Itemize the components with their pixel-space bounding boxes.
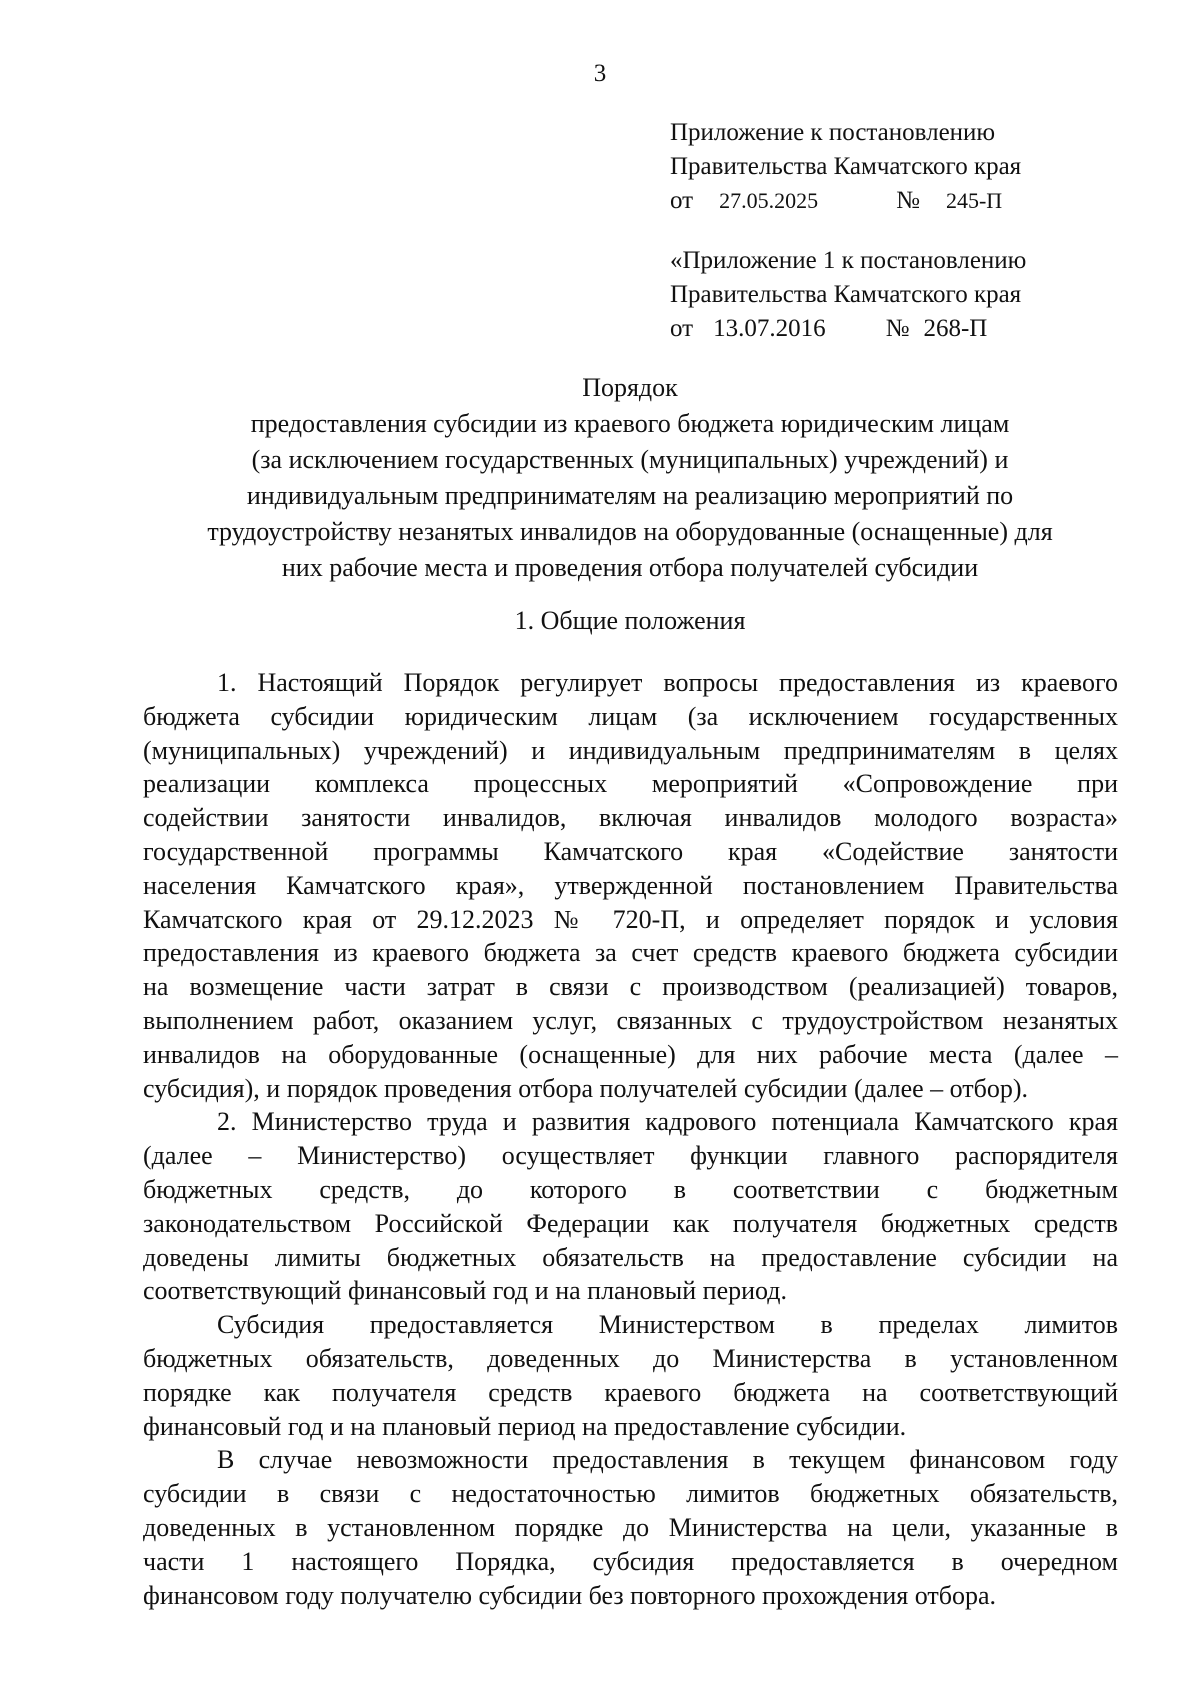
approval-date-number-row xyxy=(670,184,1130,218)
paragraph-line: В случае невозможности предоставления в текущем финансовом году xyxy=(217,1445,1118,1475)
body-paragraph xyxy=(143,1308,1118,1443)
paragraph-line: (далее – Министерство) осуществляет функции главного распорядителя xyxy=(143,1141,1118,1171)
paragraph-line: соответствующий финансовый год и на плановый период. xyxy=(143,1276,788,1306)
paragraph-line: государственной программы Камчатского края «Содействие занятости xyxy=(143,836,1118,866)
paragraph-line: доведены лимиты бюджетных обязательств на предоставление субсидии на xyxy=(143,1242,1118,1272)
approval-block-current xyxy=(670,116,1130,218)
approval-line-1: Приложение к постановлению xyxy=(670,119,996,146)
title-line: трудоустройству незанятых инвалидов на оборудованные (оснащенные) для xyxy=(207,517,1053,546)
body-paragraph xyxy=(143,1105,1118,1308)
paragraph-line: субсидия), и порядок проведения отбора получателей субсидии (далее – отбор). xyxy=(143,1073,1029,1103)
paragraph-line: на возмещение части затрат в связи с производством (реализацией) товаров, xyxy=(143,972,1118,1002)
approval-line-2: Правительства Камчатского края xyxy=(670,281,1022,308)
approval-date-number-row xyxy=(670,312,1130,346)
title-line: предоставления субсидии из краевого бюджета юридическим лицам xyxy=(250,409,1010,438)
paragraph-line: инвалидов на оборудованные (оснащенные) для них рабочие места (далее – xyxy=(143,1039,1118,1069)
title-line: Порядок xyxy=(582,373,678,402)
paragraph-line: (муниципальных) учреждений) и индивидуальным предпринимателям в целях xyxy=(143,735,1118,765)
approval-date: 13.07.2016 xyxy=(713,315,826,342)
number-sign: № xyxy=(896,187,920,214)
paragraph-line: финансовом году получателю субсидии без повторного прохождения отбора. xyxy=(143,1580,997,1610)
paragraph-line: доведенных в установленном порядке до Министерства на цели, указанные в xyxy=(143,1512,1118,1542)
paragraph-line: Камчатского края от 29.12.2023 № 720-П, и определяет порядок и условия xyxy=(143,904,1118,934)
paragraph-line: Субсидия предоставляется Министерством в пределах лимитов xyxy=(217,1310,1118,1340)
approval-date: 27.05.2025 xyxy=(719,188,819,213)
paragraph-line: населения Камчатского края», утвержденной постановлением Правительства xyxy=(143,870,1118,900)
paragraph-line: финансовый год и на плановый период на предоставление субсидии. xyxy=(143,1411,907,1441)
number-sign: № xyxy=(885,315,910,342)
paragraph-line: бюджетных средств, до которого в соответствии с бюджетным xyxy=(143,1174,1118,1204)
approval-block-original xyxy=(670,244,1130,346)
paragraph-line: выполнением работ, оказанием услуг, связанных с трудоустройством незанятых xyxy=(143,1005,1118,1035)
paragraph-line: бюджета субсидии юридическим лицам (за исключением государственных xyxy=(143,701,1118,731)
paragraph-line: содействии занятости инвалидов, включая инвалидов молодого возраста» xyxy=(143,803,1118,833)
approval-number: 268-П xyxy=(923,315,988,342)
paragraph-line: бюджетных обязательств, доведенных до Министерства в установленном xyxy=(143,1343,1118,1373)
document-title xyxy=(140,370,1120,586)
body-paragraph xyxy=(143,1443,1118,1612)
paragraph-line: части 1 настоящего Порядка, субсидия предоставляется в очередном xyxy=(143,1546,1118,1576)
title-line: них рабочие места и проведения отбора получателей субсидии xyxy=(281,553,979,582)
title-line: (за исключением государственных (муниципальных) учреждений) и xyxy=(251,445,1009,474)
approval-line-1: «Приложение 1 к постановлению xyxy=(670,247,1027,274)
paragraph-line: законодательством Российской Федерации как получателя бюджетных средств xyxy=(143,1208,1118,1238)
paragraph-line: 1. Настоящий Порядок регулирует вопросы предоставления из краевого xyxy=(217,668,1118,697)
from-label: от xyxy=(670,315,694,342)
section-heading: 1. Общие положения xyxy=(514,606,746,635)
paragraph-line: 2. Министерство труда и развития кадрового потенциала Камчатского края xyxy=(217,1107,1118,1137)
paragraph-line: субсидии в связи с недостаточностью лимитов бюджетных обязательств, xyxy=(143,1479,1118,1509)
paragraph-line: порядке как получателя средств краевого бюджета на соответствующий xyxy=(143,1377,1118,1407)
body-paragraph xyxy=(143,666,1118,1105)
page-number: 3 xyxy=(593,60,607,87)
paragraph-line: предоставления из краевого бюджета за счет средств краевого бюджета субсидии xyxy=(143,938,1118,968)
approval-line-2: Правительства Камчатского края xyxy=(670,153,1022,180)
paragraph-line: реализации комплекса процессных мероприятий «Сопровождение при xyxy=(143,769,1118,799)
from-label: от xyxy=(670,187,694,214)
approval-number: 245-П xyxy=(945,188,1003,213)
document-body xyxy=(143,666,1118,1612)
title-line: индивидуальным предпринимателям на реализацию мероприятий по xyxy=(246,481,1014,510)
